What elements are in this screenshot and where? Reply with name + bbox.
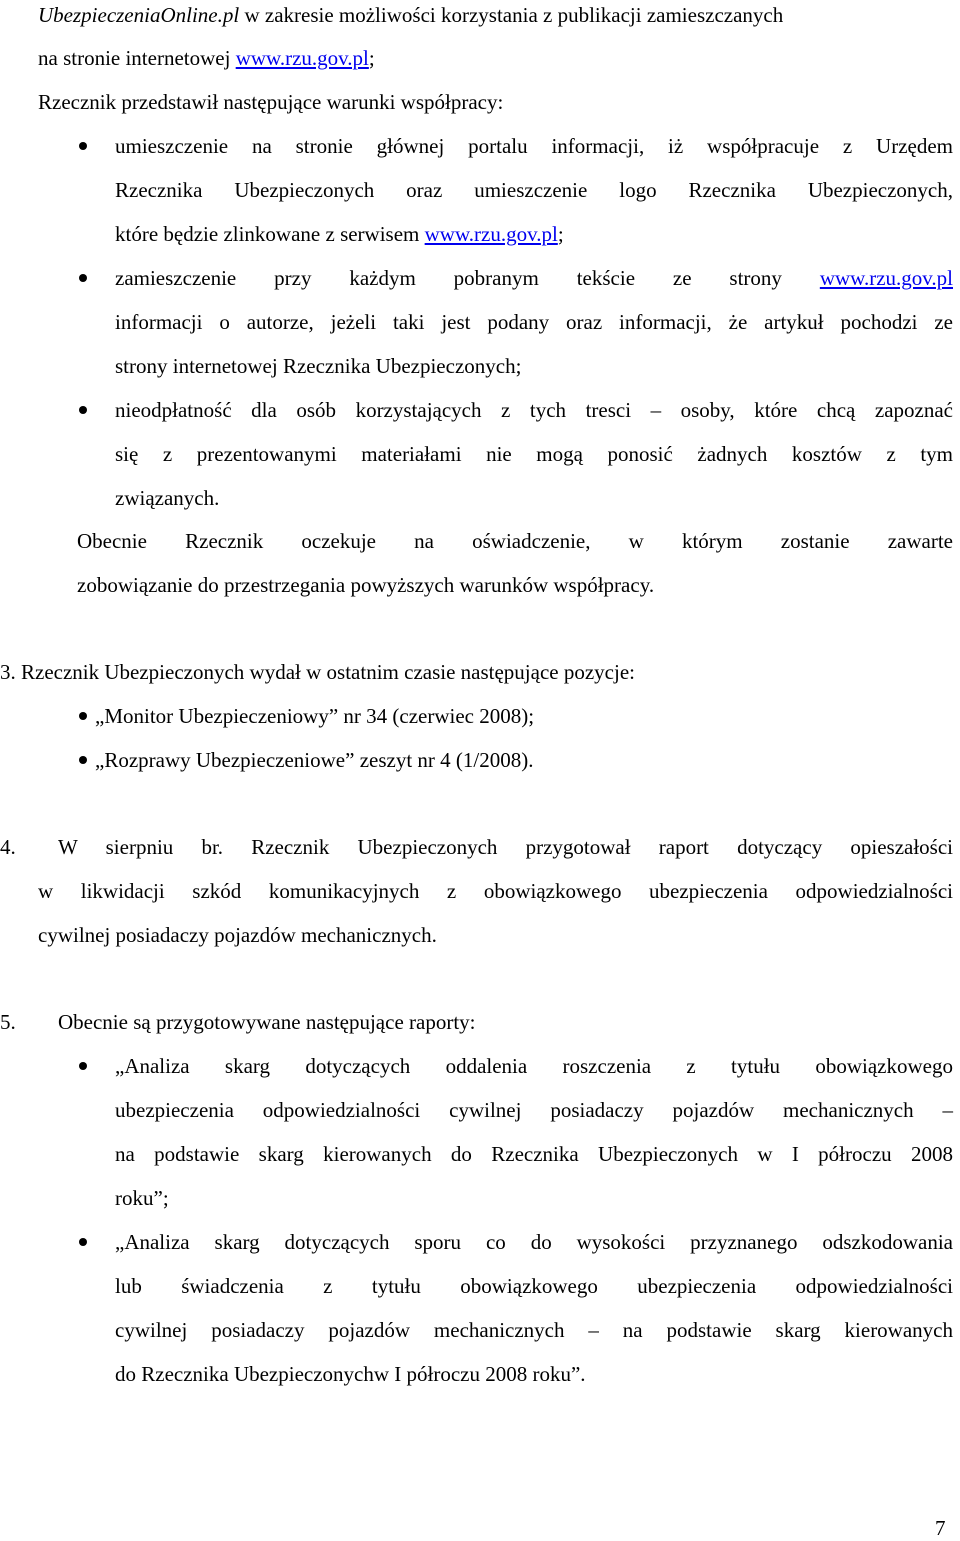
bullet-icon	[79, 756, 87, 764]
section-4-line-1: W sierpniu br. Rzecznik Ubezpieczonych przygotował raport dotyczący opieszałości	[58, 835, 953, 859]
condition-2-line-2: informacji o autorze, jeżeli taki jest podany oraz informacji, że artykuł pochodzi ze	[115, 310, 953, 334]
statement-line-1: Obecnie Rzecznik oczekuje na oświadczenie, w którym zostanie zawarte	[77, 529, 953, 553]
report-1-line-1: „Analiza skarg dotyczących oddalenia roszczenia z tytułu obowiązkowego	[115, 1054, 953, 1078]
section-3-heading: 3. Rzecznik Ubezpieczonych wydał w ostatnim czasie następujące pozycje:	[0, 660, 635, 684]
bullet-icon	[79, 712, 87, 720]
section-3-item-2: „Rozprawy Ubezpieczeniowe” zeszyt nr 4 (1/2008).	[95, 748, 534, 772]
bullet-icon	[79, 406, 87, 414]
section-3-item-1: „Monitor Ubezpieczeniowy” nr 34 (czerwiec 2008);	[95, 704, 535, 728]
report-1-line-3: na podstawie skarg kierowanych do Rzecznika Ubezpieczonych w I półroczu 2008	[115, 1142, 953, 1166]
rzu-link[interactable]: www.rzu.gov.pl	[819, 266, 953, 290]
report-1-line-2: ubezpieczenia odpowiedzialności cywilnej posiadaczy pojazdów mechanicznych –	[115, 1098, 953, 1122]
condition-3-line-3: związanych.	[115, 486, 220, 510]
condition-1-line-1: umieszczenie na stronie głównej portalu informacji, iż współpracuje z Urzędem	[115, 134, 953, 158]
report-2-line-1: „Analiza skarg dotyczących sporu co do wysokości przyznanego odszkodowania	[115, 1230, 953, 1254]
bullet-icon	[79, 142, 87, 150]
report-2-line-2: lub świadczenia z tytułu obowiązkowego ubezpieczenia odpowiedzialności	[115, 1274, 953, 1298]
bullet-icon	[79, 1238, 87, 1246]
rzu-link[interactable]: www.rzu.gov.pl	[424, 222, 558, 246]
condition-1-line-2: Rzecznika Ubezpieczonych oraz umieszczenie logo Rzecznika Ubezpieczonych,	[115, 178, 953, 202]
report-1-line-4: roku”;	[115, 1186, 169, 1210]
condition-2-line-3: strony internetowej Rzecznika Ubezpieczonych;	[115, 354, 522, 378]
condition-3-line-1: nieodpłatność dla osób korzystających z tych tresci – osoby, które chcą zapoznać	[115, 398, 953, 422]
rzu-link[interactable]: www.rzu.gov.pl	[235, 46, 369, 70]
intro-line-3: Rzecznik przedstawił następujące warunki współpracy:	[38, 90, 504, 114]
section-4-number: 4.	[0, 835, 16, 859]
page-number: 7	[935, 1516, 946, 1540]
statement-line-2: zobowiązanie do przestrzegania powyższych warunków współpracy.	[77, 573, 655, 597]
condition-3-line-2: się z prezentowanymi materiałami nie mogą ponosić żadnych kosztów z tym	[115, 442, 953, 466]
intro-line-1: UbezpieczeniaOnline.pl w zakresie możliwości korzystania z publikacji zamieszczanych	[38, 3, 784, 27]
bullet-icon	[79, 1062, 87, 1070]
intro-line-2: na stronie internetowej www.rzu.gov.pl;	[38, 46, 375, 70]
section-5-heading: Obecnie są przygotowywane następujące raporty:	[58, 1010, 476, 1034]
report-2-line-4: do Rzecznika Ubezpieczonychw I półroczu 2008 roku”.	[115, 1362, 586, 1386]
portal-name: UbezpieczeniaOnline.pl	[38, 3, 240, 27]
bullet-icon	[79, 274, 87, 282]
condition-2-line-1: zamieszczenie przy każdym pobranym tekście ze strony www.rzu.gov.pl	[115, 266, 953, 290]
condition-1-line-3: które będzie zlinkowane z serwisem www.rzu.gov.pl;	[115, 222, 564, 246]
section-5-number: 5.	[0, 1010, 16, 1034]
section-4-line-2: w likwidacji szkód komunikacyjnych z obowiązkowego ubezpieczenia odpowiedzialności	[38, 879, 953, 903]
report-2-line-3: cywilnej posiadaczy pojazdów mechanicznych – na podstawie skarg kierowanych	[115, 1318, 953, 1342]
section-4-line-3: cywilnej posiadaczy pojazdów mechanicznych.	[38, 923, 437, 947]
